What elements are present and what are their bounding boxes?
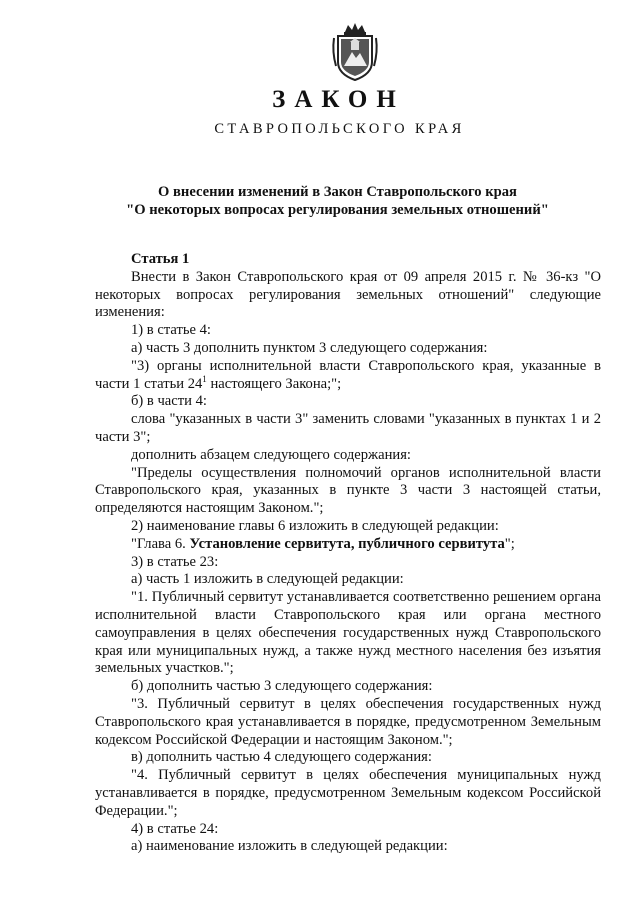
item-1b-add: дополнить абзацем следующего содержания: [131, 446, 411, 463]
item-2-quote [95, 536, 601, 554]
document-heading-line-1: О внесении изменений в Закон Ставропольского края [158, 184, 517, 200]
item-1a-quote-text: "3) органы исполнительной власти Ставропольского края, указанные в части 1 статьи 24 [95, 357, 601, 392]
coat-of-arms-emblem [330, 22, 380, 82]
item-1b-quote: "Пределы осуществления полномочий органов исполнительной власти Ставропольского края, указанных в пункте 3 части 3 настоящей статьи, определяются настоящим Законом."; [95, 464, 601, 517]
item-1b: б) в части 4: [131, 393, 207, 410]
article-body [95, 251, 601, 856]
item-1a: а) часть 3 дополнить пунктом 3 следующего содержания: [131, 339, 488, 356]
item-1: 1) в статье 4: [131, 322, 211, 339]
law-title: ЗАКОН [272, 86, 405, 113]
superscript: 1 [202, 373, 207, 384]
law-subtitle: СТАВРОПОЛЬСКОГО КРАЯ [214, 121, 465, 137]
item-2: 2) наименование главы 6 изложить в следующей редакции: [131, 517, 499, 534]
item-3: 3) в статье 23: [131, 553, 219, 570]
item-3b-quote: "3. Публичный сервитут в целях обеспечения государственных нужд Ставропольского края устанавливается в порядке, предусмотренном Земельным кодексом Российской Федерации и настоящим Законом."; [95, 695, 601, 748]
item-4a: а) наименование изложить в следующей редакции: [131, 838, 448, 855]
article-title: Статья 1 [131, 251, 190, 267]
item-2-quote-end: "; [504, 535, 515, 552]
item-3a-quote: "1. Публичный сервитут устанавливается соответственно решением органа исполнительной власти Ставропольского края или органа местного самоуправления в целях обеспечения государственных нужд Ставропольского края или муниципальных нужд, а также нужд местного населения без изъятия земельных участков."; [95, 589, 601, 677]
item-2-quote-start: "Глава 6. [131, 535, 190, 552]
item-1a-quote [95, 358, 601, 394]
item-3c: в) дополнить частью 4 следующего содержания: [131, 749, 432, 766]
document-heading-line-2: "О некоторых вопросах регулирования земельных отношений" [126, 202, 549, 218]
item-3a: а) часть 1 изложить в следующей редакции: [131, 571, 404, 588]
item-3b: б) дополнить частью 3 следующего содержания: [131, 678, 433, 695]
emblem-icon [330, 22, 380, 82]
article-intro: Внести в Закон Ставропольского края от 09 апреля 2015 г. № 36-кз "О некоторых вопросах регулирования земельных отношений" следующие изменения: [95, 268, 601, 321]
document-heading [0, 183, 639, 219]
item-4: 4) в статье 24: [131, 820, 219, 837]
item-3c-quote: "4. Публичный сервитут в целях обеспечения муниципальных нужд устанавливается в порядке, предусмотренном Земельным кодексом Российской Федерации."; [95, 767, 601, 819]
item-1b-words: слова "указанных в части 3" заменить словами "указанных в пунктах 1 и 2 части 3"; [95, 411, 601, 445]
item-1a-quote-end: настоящего Закона;"; [206, 375, 342, 392]
item-2-quote-bold: Установление сервитута, публичного сервитута [189, 535, 505, 552]
